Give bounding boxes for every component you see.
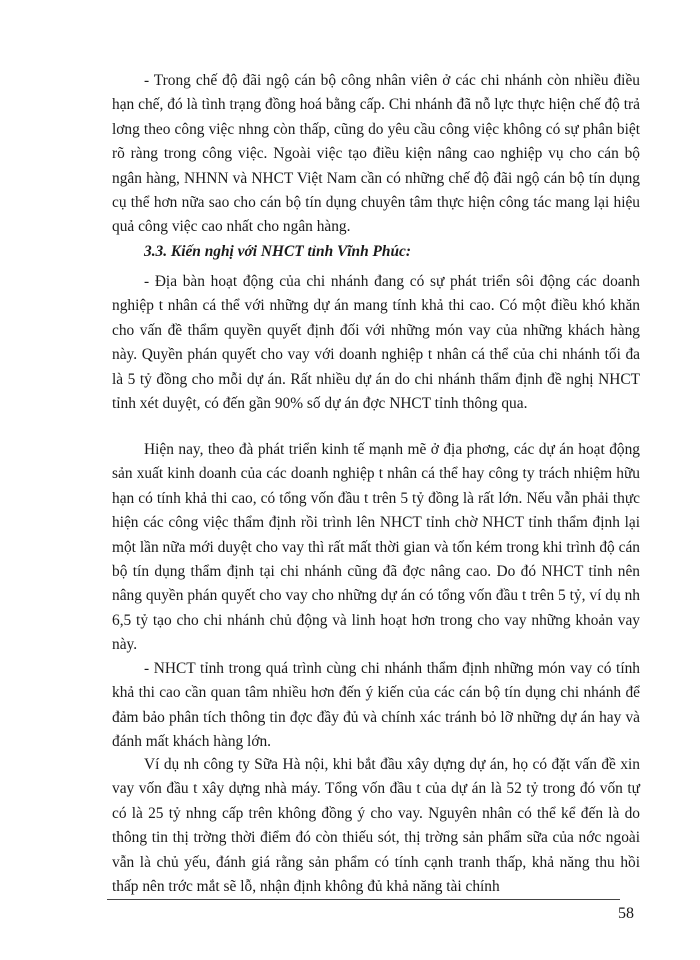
paragraph-approval-authority: - Địa bàn hoạt động của chi nhánh đang có sự phát triển sôi động các doanh nghiệp t nhân cá thể với những dự án mang tính khả thi cao. Có một điều khó khăn cho vấn đề thẩm quyền quyết định đối với những món vay của những khách hàng này. Quyền phán quyết cho vay với doanh nghiệp t nhân cá thể của chi nhánh tối đa là 5 tỷ đồng cho mỗi dự án. Rất nhiều dự án do chi nhánh thẩm định đề nghị NHCT tỉnh xét duyệt, có đến gần 90% số dự án đợc NHCT tỉnh thông qua. — [112, 273, 640, 413]
page-number: 58 — [618, 905, 634, 922]
paragraph-example-hanoi-milk: Ví dụ nh công ty Sữa Hà nội, khi bắt đầu xây dựng dự án, họ có đặt vấn đề xin vay vốn đầu t xây dựng nhà máy. Tổng vốn đầu t của dự án là 52 tỷ trong đó vốn tự có là 25 tỷ nhng cấp trên không đồng ý cho vay. Nguyên nhân có thể kể đến là do thông tin thị trờng thời điểm đó còn thiếu sót, thị trờng sản phẩm sữa của nớc ngoài vẫn là chủ yếu, đánh giá rằng sản phẩm có tính cạnh tranh thấp, khả năng thu hồi thấp nên trớc mắt sẽ lỗ, nhận định không đủ khả năng tài chính — [112, 756, 640, 896]
section-heading: 3.3. Kiến nghị với NHCT tỉnh Vĩnh Phúc: — [144, 243, 411, 260]
paragraph-staff-compensation: - Trong chế độ đãi ngộ cán bộ công nhân viên ở các chi nhánh còn nhiều điều hạn chế, đó là tình trạng đồng hoá bằng cấp. Chi nhánh đã nỗ lực thực hiện chế độ trả lơng theo công việc nhng còn thấp, cũng do yêu cầu công việc không có sự phân biệt rõ ràng trong công việc. Ngoài việc tạo điều kiện nâng cao nghiệp vụ cho cán bộ ngân hàng, NHNN và NHCT Việt Nam cần có những chế độ đãi ngộ cán bộ tín dụng cụ thể hơn nữa sao cho cán bộ tín dụng chuyên tâm thực hiện công tác mang lại hiệu quả công việc cao nhất cho ngân hàng. — [112, 72, 640, 236]
paragraph-economic-development: Hiện nay, theo đà phát triển kinh tế mạnh mẽ ở địa phơng, các dự án hoạt động sản xuất kinh doanh của các doanh nghiệp t nhân cá thể hay công ty trách nhiệm hữu hạn có tính khả thi cao, có tổng vốn đầu t trên 5 tỷ đồng là rất lớn. Nếu vẫn phải thực hiện các công việc thẩm định rồi trình lên NHCT tỉnh chờ NHCT tỉnh thẩm định lại một lần nữa mới duyệt cho vay thì rất mất thời gian và tốn kém trong khi trình độ cán bộ tín dụng thẩm định tại chi nhánh cũng đã đợc nâng cao. Do đó NHCT tỉnh nên nâng quyền phán quyết cho vay cho những dự án có tổng vốn đầu t trên 5 tỷ, ví dụ nh 6,5 tỷ tạo cho chi nhánh chủ động và linh hoạt hơn trong cho vay những khoản vay này. — [112, 441, 640, 654]
paragraph-branch-consultation: - NHCT tỉnh trong quá trình cùng chi nhánh thẩm định những món vay có tính khả thi cao cần quan tâm nhiều hơn đến ý kiến của các cán bộ tín dụng chi nhánh để đảm bảo phân tích thông tin đợc đầy đủ và chính xác tránh bỏ lỡ những dự án hay và đánh mất khách hàng lớn. — [112, 660, 640, 751]
footer-divider — [107, 899, 620, 900]
